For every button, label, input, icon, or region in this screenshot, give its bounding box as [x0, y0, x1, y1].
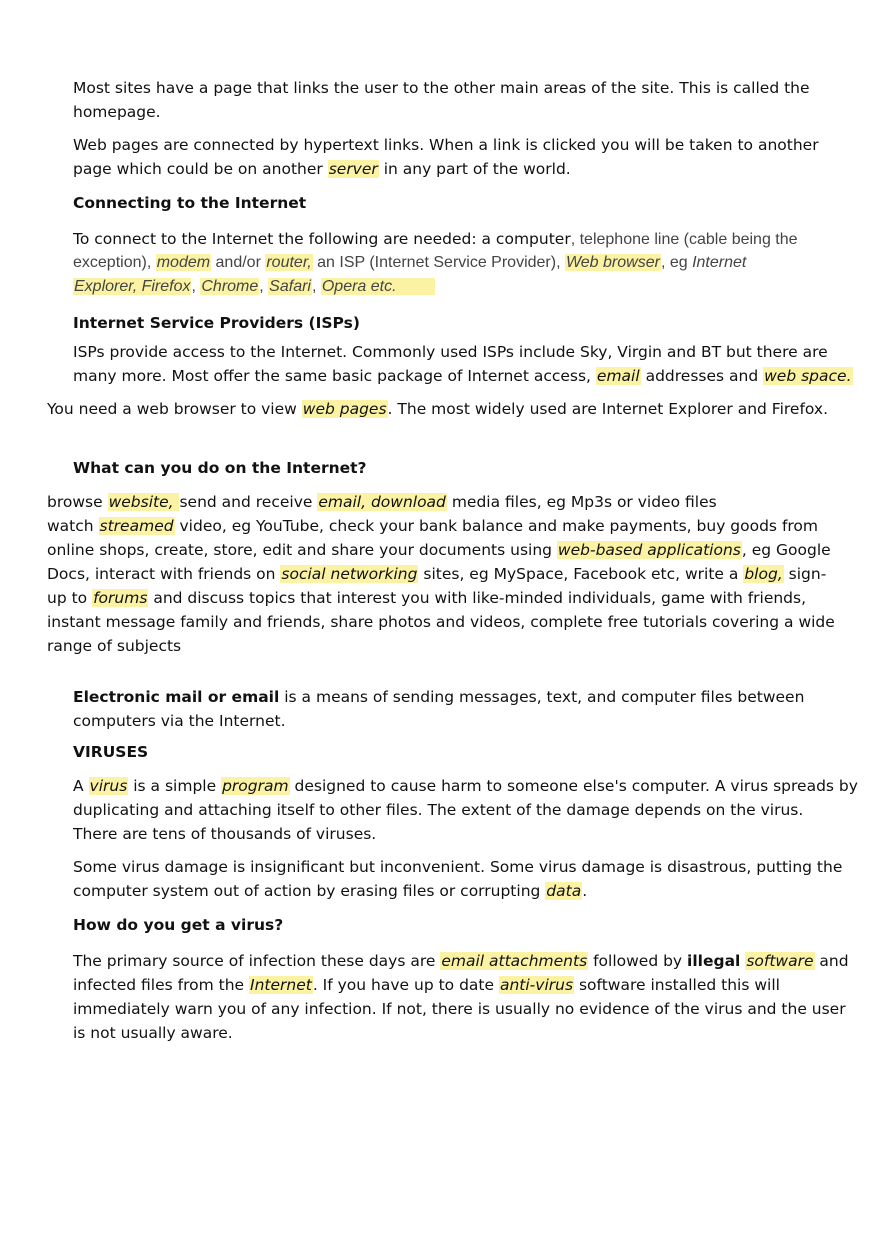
text-run: followed by [588, 952, 688, 970]
text-run: browse [47, 493, 108, 511]
text-line: computers via the Internet. [73, 712, 286, 730]
heading-isps: Internet Service Providers (ISPs) [73, 314, 360, 332]
text-run: is a means of sending messages, text, and computer files between [279, 688, 805, 706]
text-run: media files, eg Mp3s or video files [446, 493, 717, 511]
paragraph-isps [73, 340, 853, 388]
text-line: range of subjects [47, 637, 182, 655]
text-line [47, 397, 828, 421]
text-line: Web pages are connected by hypertext links. When a link is clicked you will be taken to another [73, 136, 819, 154]
text-run: addresses and [640, 367, 764, 385]
text-run: in any part of the world. [378, 160, 571, 178]
text-line: instant message family and friends, share photos and videos, complete free tutorials covering a wide [47, 613, 835, 631]
paragraph-hypertext [73, 133, 819, 181]
highlight-term-software: software [746, 952, 814, 970]
paragraph-what-can-you-do [47, 490, 835, 658]
text-run: infected files from the [73, 976, 249, 994]
heading-how-get-virus: How do you get a virus? [73, 916, 284, 934]
text-line: homepage. [73, 103, 161, 121]
highlight-term-router: router, [266, 254, 312, 271]
text-run: up to [47, 589, 93, 607]
highlight-term-website: website, [108, 493, 179, 511]
text-run: is a simple [128, 777, 222, 795]
highlight-term-modem: modem [156, 254, 211, 271]
text-line [73, 364, 853, 388]
highlight-term-web-space: web space. [764, 367, 852, 385]
paragraph-homepage [73, 76, 810, 124]
heading-what-can-you-do: What can you do on the Internet? [73, 459, 367, 477]
text-run: You need a web browser to view [47, 400, 302, 418]
text-run: designed to cause harm to someone else's computer. A virus spreads by [289, 777, 858, 795]
text-line [47, 514, 835, 538]
text-run: many more. Most offer the same basic package of Internet access, [73, 367, 596, 385]
text-line [73, 275, 798, 299]
text-run: , [311, 278, 321, 295]
text-line [73, 879, 842, 903]
highlight-term-web-based-applications: web-based applications [557, 541, 741, 559]
text-line [73, 949, 849, 973]
text-run: . [582, 882, 588, 900]
highlight-term-safari: Safari [269, 278, 311, 295]
text-line: immediately warn you of any infection. If not, there is usually no evidence of the virus and the user [73, 1000, 846, 1018]
text-line: ISPs provide access to the Internet. Commonly used ISPs include Sky, Virgin and BT but there are [73, 343, 828, 361]
text-line [47, 490, 835, 514]
text-line [73, 774, 858, 798]
text-run: A [73, 777, 89, 795]
highlight-term-anti-virus: anti-virus [499, 976, 574, 994]
highlight-term-virus: virus [89, 777, 128, 795]
text-line [47, 538, 835, 562]
heading-connecting: Connecting to the Internet [73, 194, 307, 212]
text-line: Most sites have a page that links the user to the other main areas of the site. This is called the [73, 79, 810, 97]
text-run: , eg [660, 254, 693, 271]
highlight-term-streamed: streamed [99, 517, 174, 535]
text-line [47, 586, 835, 610]
text-line [73, 251, 798, 275]
highlight-term-email-attachments: email attachments [441, 952, 588, 970]
paragraph-source [73, 949, 849, 1045]
heading-viruses: VIRUSES [73, 743, 149, 761]
highlight-term-server: server [328, 160, 378, 178]
text-line [73, 685, 804, 709]
text-line [73, 227, 798, 251]
highlight-term-blog: blog, [744, 565, 783, 583]
text-run: , eg Google [741, 541, 831, 559]
text-run: computer system out of action by erasing files or corrupting [73, 882, 546, 900]
text-run: Internet [692, 254, 747, 271]
text-run: online shops, create, store, edit and share your documents using [47, 541, 557, 559]
text-run: sign- [783, 565, 827, 583]
highlight-term-internet: Internet [250, 976, 312, 994]
text-line [73, 973, 849, 997]
term-illegal: illegal [687, 952, 741, 970]
highlight-term-opera: Opera etc. [321, 278, 435, 295]
highlight-term-social-networking: social networking [281, 565, 418, 583]
paragraph-email [73, 685, 804, 733]
highlight-term-email: email [596, 367, 640, 385]
text-run: an ISP (Internet Service Provider), [312, 254, 565, 271]
text-run: video, eg YouTube, check your bank balance and make payments, buy goods from [174, 517, 819, 535]
paragraph-damage [73, 855, 842, 903]
highlight-term-forums: forums [93, 589, 148, 607]
text-run: . If you have up to date [312, 976, 499, 994]
text-run: , [191, 278, 201, 295]
highlight-term-web-browser: Web browser [565, 254, 660, 271]
text-line: Some virus damage is insignificant but inconvenient. Some virus damage is disastrous, putting the [73, 858, 843, 876]
text-run: , telephone line (cable being the [570, 231, 798, 248]
text-run: . The most widely used are Internet Explorer and Firefox. [387, 400, 829, 418]
text-run: send and receive [179, 493, 318, 511]
highlight-term-chrome: Chrome [201, 278, 259, 295]
highlight-term-program: program [222, 777, 289, 795]
text-run: software installed this will [574, 976, 780, 994]
text-line: There are tens of thousands of viruses. [73, 825, 377, 843]
paragraph-connecting [73, 227, 798, 299]
text-line: duplicating and attaching itself to other files. The extent of the damage depends on the virus. [73, 801, 804, 819]
text-run: The primary source of infection these days are [73, 952, 441, 970]
text-run: sites, eg MySpace, Facebook etc, write a [418, 565, 744, 583]
text-line [47, 562, 835, 586]
text-run: watch [47, 517, 99, 535]
text-run: and discuss topics that interest you with like-minded individuals, game with friends, [148, 589, 807, 607]
text-run: page which could be on another [73, 160, 328, 178]
highlight-term-data: data [546, 882, 582, 900]
text-run: exception), [73, 254, 156, 271]
text-run: To connect to the Internet the following are needed: a computer [73, 230, 571, 248]
text-run: and [814, 952, 849, 970]
term-electronic-mail: Electronic mail or email [73, 688, 280, 706]
highlight-term-explorer-firefox: Explorer, Firefox [74, 278, 191, 295]
text-line [73, 157, 819, 181]
highlight-term-email-download: email, download [318, 493, 446, 511]
paragraph-browser [47, 397, 828, 421]
highlight-term-web-pages: web pages [302, 400, 387, 418]
text-run: , [259, 278, 269, 295]
text-line: is not usually aware. [73, 1024, 233, 1042]
text-run: Docs, interact with friends on [47, 565, 281, 583]
paragraph-virus [73, 774, 858, 846]
text-run: and/or [211, 254, 266, 271]
